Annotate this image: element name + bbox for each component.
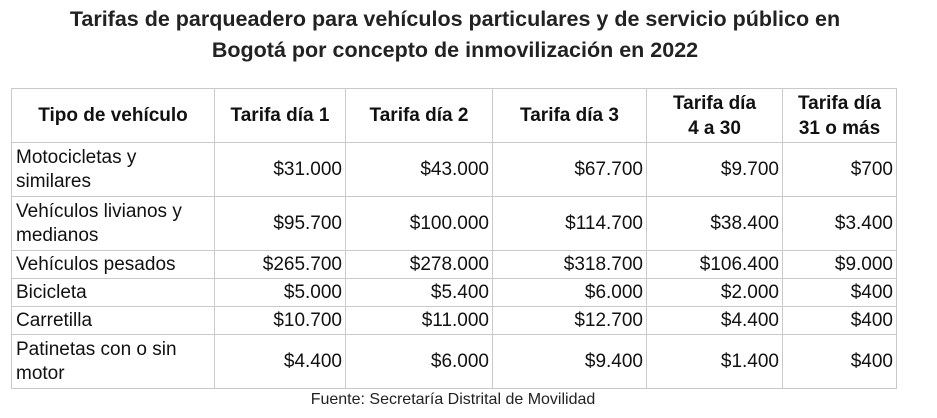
tariff-value-cell: $100.000 xyxy=(346,197,493,251)
table-row xyxy=(12,307,897,335)
tariff-table-body xyxy=(12,143,897,389)
column-header-1 xyxy=(215,89,346,143)
column-header-text: Tarifa día xyxy=(797,92,882,114)
tariff-value-cell: $38.400 xyxy=(647,197,783,251)
tariff-value-cell: $318.700 xyxy=(493,251,647,279)
table-row xyxy=(12,335,897,389)
tariff-value-cell: $1.400 xyxy=(647,335,783,389)
vehicle-type-text: Patinetas con o sin xyxy=(16,338,177,360)
tariff-value-cell: $10.700 xyxy=(215,307,346,335)
vehicle-type-text: medianos xyxy=(16,224,99,246)
title-line-1: Tarifas de parqueadero para vehículos particulares y de servicio público en xyxy=(69,7,841,31)
column-header-text: Tarifa día 2 xyxy=(369,105,469,126)
column-header-text: Tipo de vehículo xyxy=(38,105,188,126)
vehicle-type-text: similares xyxy=(16,170,91,192)
tariff-value-cell: $4.400 xyxy=(215,335,346,389)
tariff-value-cell: $400 xyxy=(783,307,897,335)
vehicle-type-cell xyxy=(12,143,215,197)
vehicle-type-cell xyxy=(12,307,215,335)
tariff-value-cell: $700 xyxy=(783,143,897,197)
vehicle-type-text: Carretilla xyxy=(16,309,93,331)
tariff-value-cell: $278.000 xyxy=(346,251,493,279)
column-header-text: Tarifa día xyxy=(672,92,757,114)
tariff-value-cell: $12.700 xyxy=(493,307,647,335)
tariff-value-cell: $9.000 xyxy=(783,251,897,279)
page-title xyxy=(0,4,910,66)
vehicle-type-cell xyxy=(12,251,215,279)
vehicle-type-text: Vehículos pesados xyxy=(16,253,176,275)
tariff-value-cell: $95.700 xyxy=(215,197,346,251)
tariff-value-cell: $3.400 xyxy=(783,197,897,251)
tariff-value-cell: $6.000 xyxy=(346,335,493,389)
tariff-value-cell: $9.400 xyxy=(493,335,647,389)
tariff-table xyxy=(11,88,897,389)
column-header-2 xyxy=(346,89,493,143)
vehicle-type-cell xyxy=(12,197,215,251)
tariff-value-cell: $4.400 xyxy=(647,307,783,335)
vehicle-type-cell xyxy=(12,335,215,389)
tariff-value-cell: $31.000 xyxy=(215,143,346,197)
column-header-3 xyxy=(493,89,647,143)
vehicle-type-text: Motocicletas y xyxy=(16,146,137,168)
tariff-value-cell: $5.000 xyxy=(215,279,346,307)
column-header-text: 31 o más xyxy=(798,117,881,139)
title-line-2: Bogotá por concepto de inmovilización en 2022 xyxy=(211,38,699,62)
table-row xyxy=(12,143,897,197)
table-row xyxy=(12,197,897,251)
column-header-4 xyxy=(647,89,783,143)
tariff-value-cell: $11.000 xyxy=(346,307,493,335)
tariff-value-cell: $400 xyxy=(783,335,897,389)
tariff-value-cell: $400 xyxy=(783,279,897,307)
column-header-text: Tarifa día 3 xyxy=(520,105,619,126)
tariff-value-cell: $2.000 xyxy=(647,279,783,307)
vehicle-type-text: Vehículos livianos y xyxy=(16,200,182,222)
vehicle-type-cell xyxy=(12,279,215,307)
tariff-value-cell: $5.400 xyxy=(346,279,493,307)
source-note: Fuente: Secretaría Distrital de Movilidad xyxy=(310,391,596,408)
tariff-value-cell: $67.700 xyxy=(493,143,647,197)
column-header-text: Tarifa día 1 xyxy=(230,105,330,126)
tariff-table-header xyxy=(12,89,897,143)
column-header-text: 4 a 30 xyxy=(688,117,741,139)
tariff-value-cell: $6.000 xyxy=(493,279,647,307)
header-row xyxy=(12,89,897,143)
column-header-5 xyxy=(783,89,897,143)
vehicle-type-text: Bicicleta xyxy=(16,281,87,303)
tariff-value-cell: $114.700 xyxy=(493,197,647,251)
tariff-value-cell: $265.700 xyxy=(215,251,346,279)
tariff-value-cell: $43.000 xyxy=(346,143,493,197)
vehicle-type-text: motor xyxy=(16,362,65,384)
column-header-0 xyxy=(12,89,215,143)
table-row xyxy=(12,279,897,307)
tariff-value-cell: $106.400 xyxy=(647,251,783,279)
table-row xyxy=(12,251,897,279)
tariff-value-cell: $9.700 xyxy=(647,143,783,197)
